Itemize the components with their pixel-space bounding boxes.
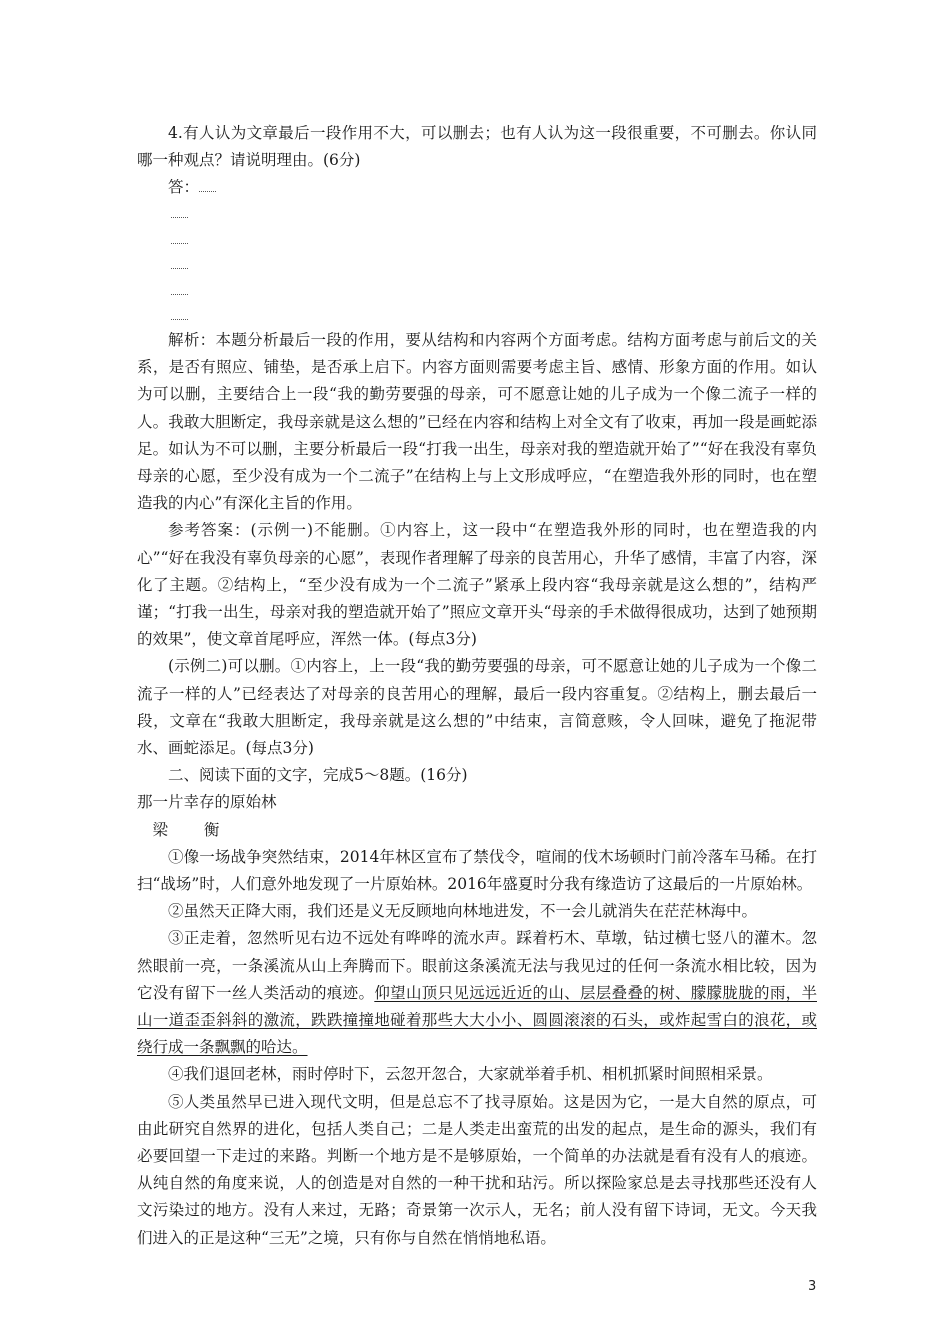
answer-blank-row[interactable]	[137, 276, 817, 302]
answer-label: 答：	[168, 178, 200, 197]
underlined-sentence: 仰望山顶只见远远近近的山、层层叠叠的树、朦朦胧胧的雨，半山一道歪歪斜斜的激流，跌跌撞撞地碰着那些大大小小、圆圆滚滚的石头，或炸起雪白的浪花，或绕行成一条飘飘的哈达。	[137, 983, 817, 1057]
analysis-paragraph: 解析：本题分析最后一段的作用，要从结构和内容两个方面考虑。结构方面考虑与前后文的关系，是否有照应、铺垫，是否承上启下。内容方面则需要考虑主旨、感情、形象方面的作用。如认为可以删，主要结合上一段“我的勤劳要强的母亲，可不愿意让她的儿子成为一个像二流子一样的人。我敢大胆断定，我母亲就是这么想的”已经在内容和结构上对全文有了收束，再加一段是画蛇添足。如认为不可以删，主要分析最后一段“打我一出生，母亲对我的塑造就开始了”“好在我没有辜负母亲的心愿，至少没有成为一个二流子”在结构上与上文形成呼应，“在塑造我外形的同时，也在塑造我的内心”有深化主旨的作用。	[137, 330, 817, 513]
passage-paragraph-2: ②虽然天正降大雨，我们还是义无反顾地向林地进发，不一会儿就消失在茫茫林海中。	[168, 902, 758, 921]
page-content	[137, 120, 817, 1252]
section-2-heading: 二、阅读下面的文字，完成5～8题。(16分)	[168, 766, 468, 785]
passage-paragraph-4: ④我们退回老林，雨时停时下，云忽开忽合，大家就举着手机、相机抓紧时间照相采景。	[168, 1065, 773, 1084]
passage-title: 那一片幸存的原始林	[137, 793, 277, 812]
answer-blank-row[interactable]	[137, 250, 817, 276]
answer-blank-row[interactable]	[137, 301, 817, 327]
passage-paragraph-3-text: ③正走着，忽然听见右边不远处有哗哗的流水声。踩着朽木、草墩，钻过横七竖八的灌木。忽然眼前一亮，一条溪流从山上奔腾而下。眼前这条溪流无法与我见过的任何一条流水相比较，因为它没有留下一丝人类活动的痕迹。	[137, 929, 817, 1002]
question-4-prompt: 4.有人认为文章最后一段作用不大，可以删去；也有人认为这一段很重要，不可删去。你认同哪一种观点？请说明理由。(6分)	[137, 124, 817, 170]
passage-paragraph-1: ①像一场战争突然结束，2014年林区宣布了禁伐令，喧闹的伐木场顿时门前冷落车马稀。在打扫“战场”时，人们意外地发现了一片原始林。2016年盛夏时分我有缘造访了这最后的一片原始林。	[137, 847, 817, 893]
passage-author: 梁 衡	[152, 820, 235, 839]
answer-line	[137, 174, 817, 199]
passage-paragraph-3	[137, 925, 817, 1061]
answer-blank-row[interactable]	[137, 199, 817, 225]
passage-paragraph-5: ⑤人类虽然早已进入现代文明，但是总忘不了找寻原始。这是因为它，一是大自然的原点，可由此研究自然界的进化，包括人类自己；二是人类走出蛮荒的出发的起点，是生命的源头，我们有必要回望一下走过的来路。判断一个地方是不是够原始，一个简单的办法就是看有没有人的痕迹。从纯自然的角度来说，人的创造是对自然的一种干扰和玷污。所以探险家总是去寻找那些还没有人文污染过的地方。没有人来过，无路；奇景第一次示人，无名；前人没有留下诗词，无文。今天我们进入的正是这种“三无”之境，只有你与自然在悄悄地私语。	[137, 1092, 817, 1247]
answer-blank-row[interactable]	[137, 225, 817, 251]
answer-blank[interactable]	[199, 177, 216, 192]
reference-answer-example-2: (示例二)可以删。①内容上，上一段“我的勤劳要强的母亲，可不愿意让她的儿子成为一个像二流子一样的人”已经表达了对母亲的良苦用心的理解，最后一段内容重复。②结构上，删去最后一段，文章在“我敢大胆断定，我母亲就是这么想的”中结束，言简意赅，令人回味，避免了拖泥带水、画蛇添足。(每点3分)	[137, 657, 817, 757]
page-number: 3	[808, 1279, 817, 1294]
reference-answer-example-1: 参考答案：(示例一)不能删。①内容上，这一段中“在塑造我外形的同时，也在塑造我的内心”“好在我没有辜负母亲的心愿”，表现作者理解了母亲的良苦用心，升华了感情，丰富了内容，深化了主题。②结构上，“至少没有成为一个二流子”紧承上段内容“我母亲就是这么想的”，结构严谨；“打我一出生，母亲对我的塑造就开始了”照应文章开头“母亲的手术做得很成功，达到了她预期的效果”，使文章首尾呼应，浑然一体。(每点3分)	[137, 521, 817, 649]
